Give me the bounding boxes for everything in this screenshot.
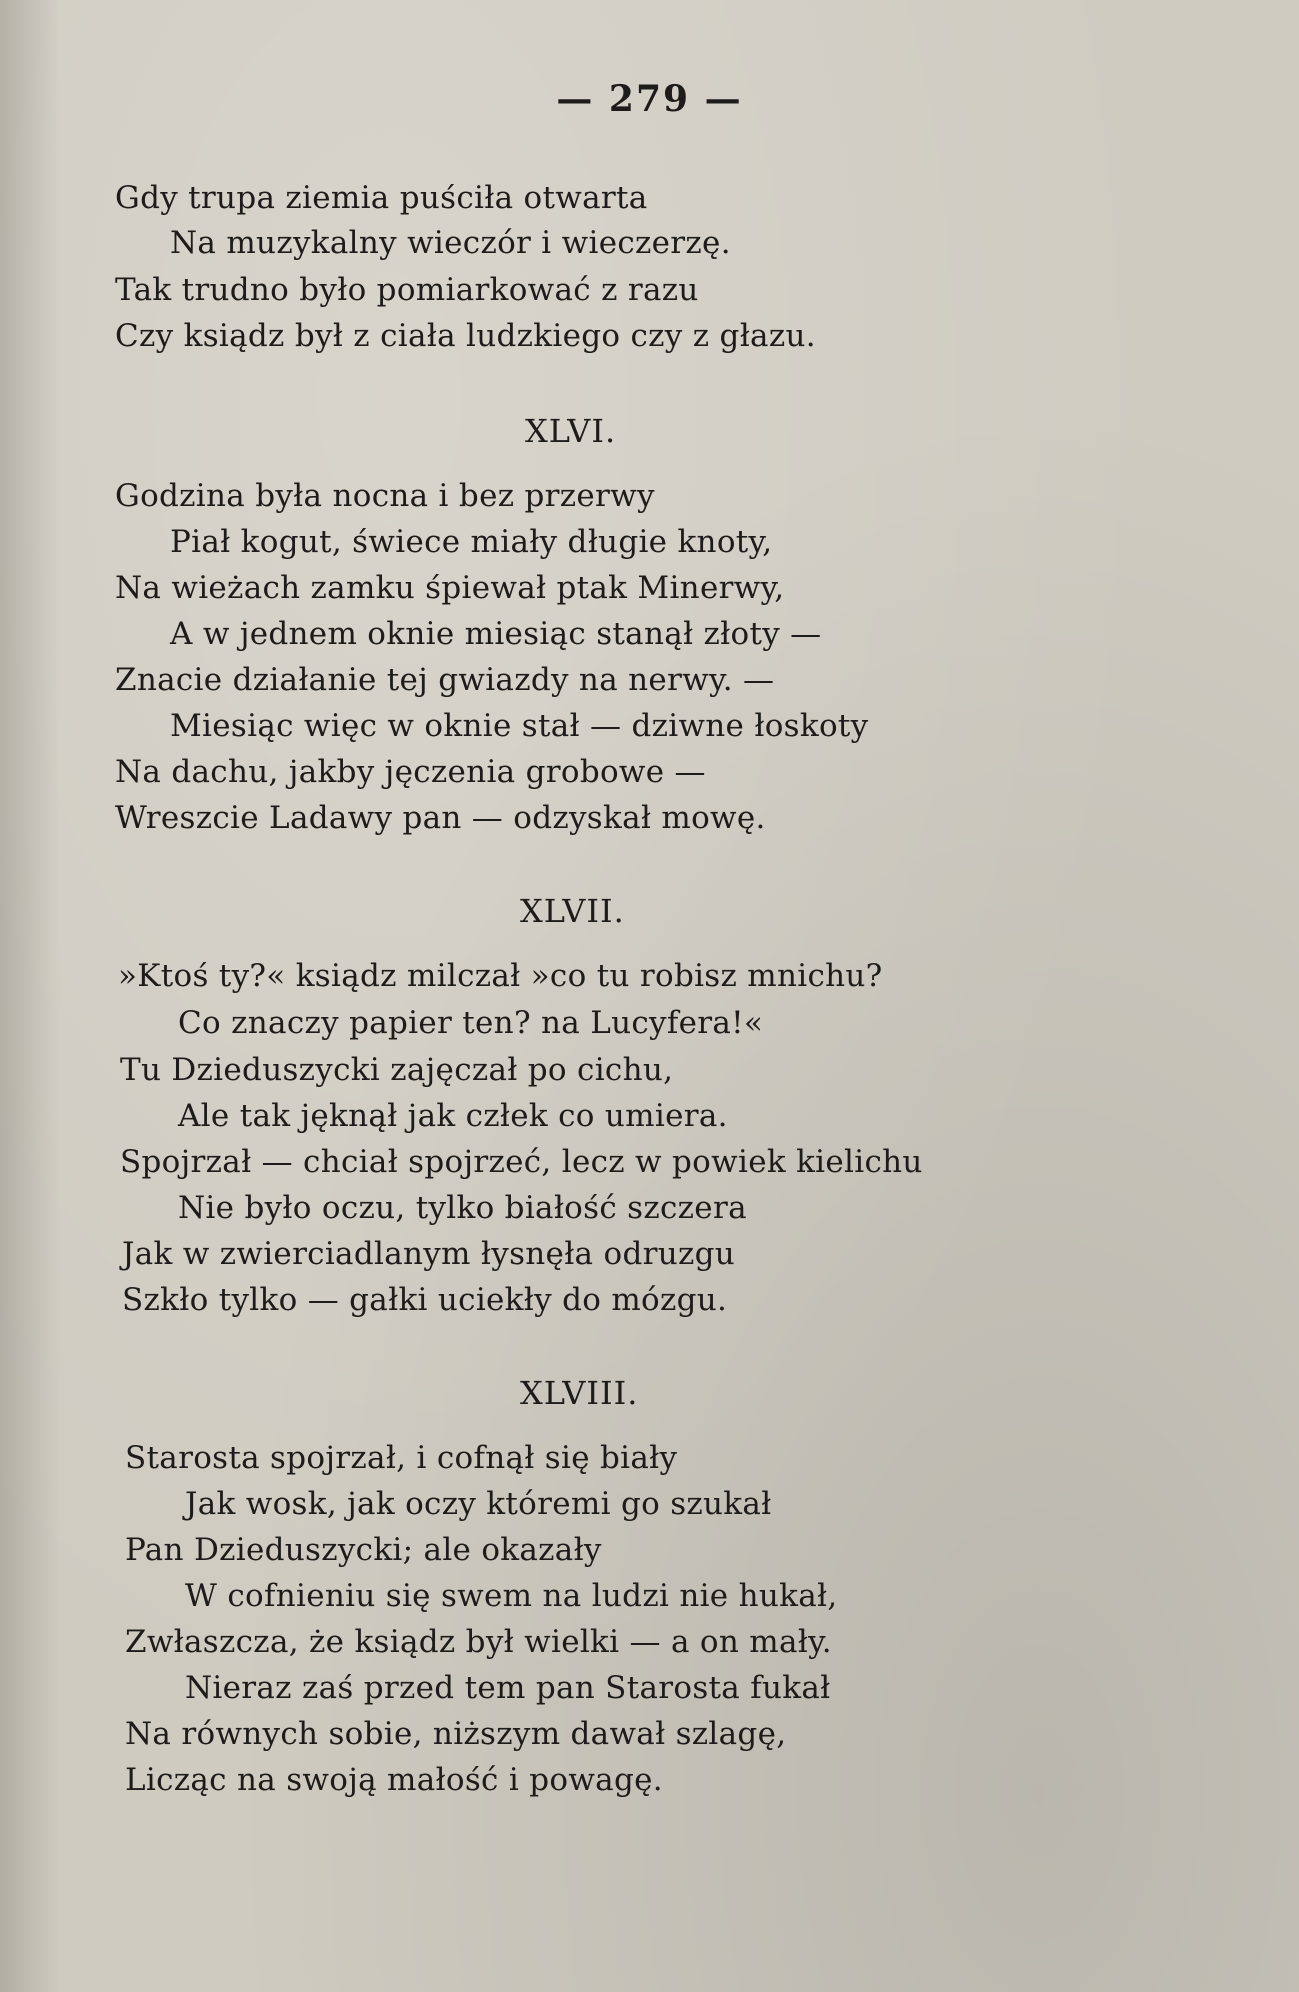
verse-line: A w jednem oknie miesiąc stanął złoty — [170,616,822,652]
verse-line: Czy ksiądz był z ciała ludzkiego czy z głazu. [115,318,816,354]
verse-line: Na dachu, jakby jęczenia grobowe — [115,754,706,790]
verse-line: Nieraz zaś przed tem pan Starosta fukał [185,1670,831,1706]
stanza-heading-47: XLVII. [520,892,625,930]
verse-line: Miesiąc więc w oknie stał — dziwne łoskoty [170,708,869,744]
verse-line: Licząc na swoją małość i powagę. [125,1762,663,1798]
verse-line: »Ktoś ty?« ksiądz milczał »co tu robisz mnichu? [118,958,883,994]
verse-line: Godzina była nocna i bez przerwy [115,478,655,514]
stanza-heading-46: XLVI. [525,412,617,450]
verse-line: Na muzykalny wieczór i wieczerzę. [170,225,731,261]
verse-line: Wreszcie Ladawy pan — odzyskał mowę. [115,800,766,836]
verse-line: Ale tak jęknął jak człek co umiera. [178,1098,728,1134]
binding-shadow [0,0,60,1992]
verse-line: Szkło tylko — gałki uciekły do mózgu. [122,1282,728,1318]
verse-line: W cofnieniu się swem na ludzi nie hukał, [185,1578,838,1614]
verse-line: Nie było oczu, tylko białość szczera [178,1190,747,1226]
verse-line: Jak w zwierciadlanym łysnęła odruzgu [122,1236,736,1272]
verse-line: Jak wosk, jak oczy któremi go szukał [185,1486,772,1522]
verse-line: Pan Dzieduszycki; ale okazały [125,1532,602,1568]
verse-line: Piał kogut, świece miały długie knoty, [170,524,773,560]
verse-line: Tak trudno było pomiarkować z razu [115,272,699,308]
verse-line: Starosta spojrzał, i cofnął się biały [125,1440,678,1476]
verse-line: Znacie działanie tej gwiazdy na nerwy. — [115,662,775,698]
stanza-heading-48: XLVIII. [520,1374,639,1412]
verse-line: Zwłaszcza, że ksiądz był wielki — a on mały. [125,1624,832,1660]
verse-line: Tu Dzieduszycki zajęczał po cichu, [120,1052,674,1088]
verse-line: Co znaczy papier ten? na Lucyfera!« [178,1005,764,1041]
verse-line: Na wieżach zamku śpiewał ptak Minerwy, [115,570,785,606]
verse-line: Spojrzał — chciał spojrzeć, lecz w powiek kielichu [120,1144,923,1180]
verse-line: Gdy trupa ziemia puściła otwarta [115,180,648,216]
page-number: — 279 — [556,78,743,120]
verse-line: Na równych sobie, niższym dawał szlagę, [125,1716,787,1752]
